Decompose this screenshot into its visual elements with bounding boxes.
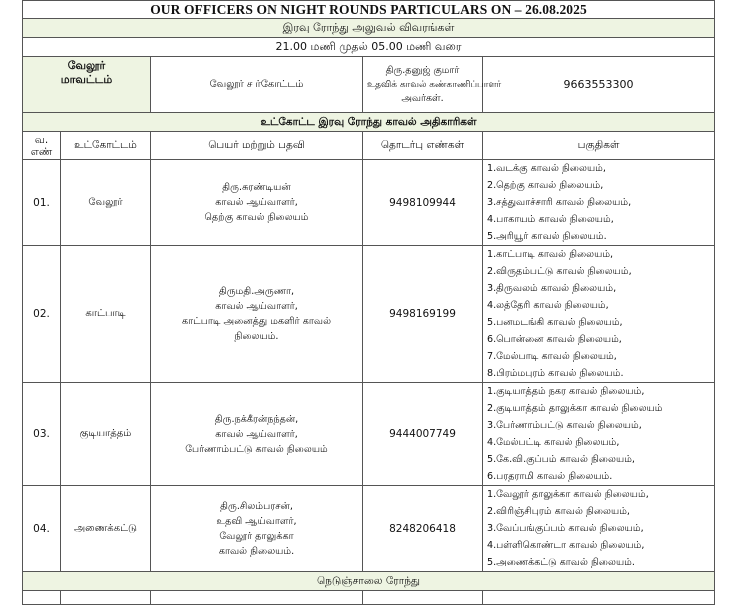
table-row bbox=[23, 246, 715, 383]
row-subdivision: அணைக்கட்டு bbox=[61, 486, 151, 572]
row-subdivision: காட்பாடி bbox=[61, 246, 151, 383]
row-phone: 8248206418 bbox=[363, 486, 483, 572]
table-row bbox=[23, 383, 715, 486]
row-sno: 02. bbox=[23, 246, 61, 383]
row-areas: 1.வேலூர் தாலுக்கா காவல் நிலையம், 2.விரிஞ்சிபுரம் காவல் நிலையம், 3.வேப்பங்குப்பம் காவல் நிலையம், 4.பள்ளிகொண்டா காவல் நிலையம், 5.அணைக்கட்டு காவல் நிலையம். bbox=[483, 486, 715, 572]
table-row bbox=[23, 160, 715, 246]
row-sno: 04. bbox=[23, 486, 61, 572]
district-label: வேலூர் மாவட்டம் bbox=[23, 57, 151, 113]
row-areas: 1.காட்பாடி காவல் நிலையம், 2.விருதம்பட்டு காவல் நிலையம், 3.திருவலம் காவல் நிலையம், 4.லத்தேரி காவல் நிலையம், 5.பனமடங்கி காவல் நிலையம், 6.பொன்னை காவல் நிலையம், 7.மேல்பாடி காவல் நிலையம், 8.பிரம்மபுரம் காவல் நிலையம். bbox=[483, 246, 715, 383]
row-officer: திரு.சிலம்பரசன், உதவி ஆய்வாளர், வேலூர் தாலுக்கா காவல் நிலையம். bbox=[151, 486, 363, 572]
row-areas: 1.வடக்கு காவல் நிலையம், 2.தெற்கு காவல் நிலையம், 3.சத்துவாச்சாரி காவல் நிலையம், 4.பாகாயம் காவல் நிலையம், 5.அரியூர் காவல் நிலையம். bbox=[483, 160, 715, 246]
col-phone: தொடர்பு எண்கள் bbox=[363, 132, 483, 160]
row-phone: 9498109944 bbox=[363, 160, 483, 246]
row-officer: திரு.நக்கீரன்நந்தன், காவல் ஆய்வாளர், பேர்ணாம்பட்டு காவல் நிலையம் bbox=[151, 383, 363, 486]
time-range: 21.00 மணி முதல் 05.00 மணி வரை bbox=[23, 38, 715, 57]
row-officer: திருமதி.அருணா, காவல் ஆய்வாளர், காட்பாடி அனைத்து மகளிர் காவல் நிலையம். bbox=[151, 246, 363, 383]
night-rounds-table bbox=[22, 0, 715, 605]
row-sno: 03. bbox=[23, 383, 61, 486]
district-phone: 9663553300 bbox=[483, 57, 715, 113]
row-areas: 1.குடியாத்தம் நகர காவல் நிலையம், 2.குடியாத்தம் தாலுக்கா காவல் நிலையம் 3.பேர்ணாம்பட்டு காவல் நிலையம், 4.மேல்பட்டி காவல் நிலையம், 5.கே.வி.குப்பம் காவல் நிலையம், 6.பரதராமி காவல் நிலையம். bbox=[483, 383, 715, 486]
col-sno: வ. எண் bbox=[23, 132, 61, 160]
row-phone: 9498169199 bbox=[363, 246, 483, 383]
document-title: OUR OFFICERS ON NIGHT ROUNDS PARTICULARS ON – 26.08.2025 bbox=[23, 1, 715, 19]
row-officer: திரு.சுரண்டியன் காவல் ஆய்வாளர், தெற்கு காவல் நிலையம் bbox=[151, 160, 363, 246]
section-heading: உட்கோட்ட இரவு ரோந்து காவல் அதிகாரிகள் bbox=[23, 113, 715, 132]
row-subdivision: வேலூர் bbox=[61, 160, 151, 246]
highway-patrol-heading: நெடுஞ்சாலை ரோந்து bbox=[23, 572, 715, 591]
row-phone: 9444007749 bbox=[363, 383, 483, 486]
col-name: பெயர் மற்றும் பதவி bbox=[151, 132, 363, 160]
col-areas: பகுதிகள் bbox=[483, 132, 715, 160]
row-sno: 01. bbox=[23, 160, 61, 246]
document-subtitle: இரவு ரோந்து அலுவல் விவரங்கள் bbox=[23, 19, 715, 38]
district-officer: திரு.தனுஜ் குமார் உதவிக் காவல் கண்காணிப்பாளர் அவர்கள். bbox=[363, 57, 483, 113]
district-subdivision: வேலூர் ச ர்கோட்டம் bbox=[151, 57, 363, 113]
col-subdivision: உட்கோட்டம் bbox=[61, 132, 151, 160]
row-subdivision: குடியாத்தம் bbox=[61, 383, 151, 486]
table-row bbox=[23, 486, 715, 572]
